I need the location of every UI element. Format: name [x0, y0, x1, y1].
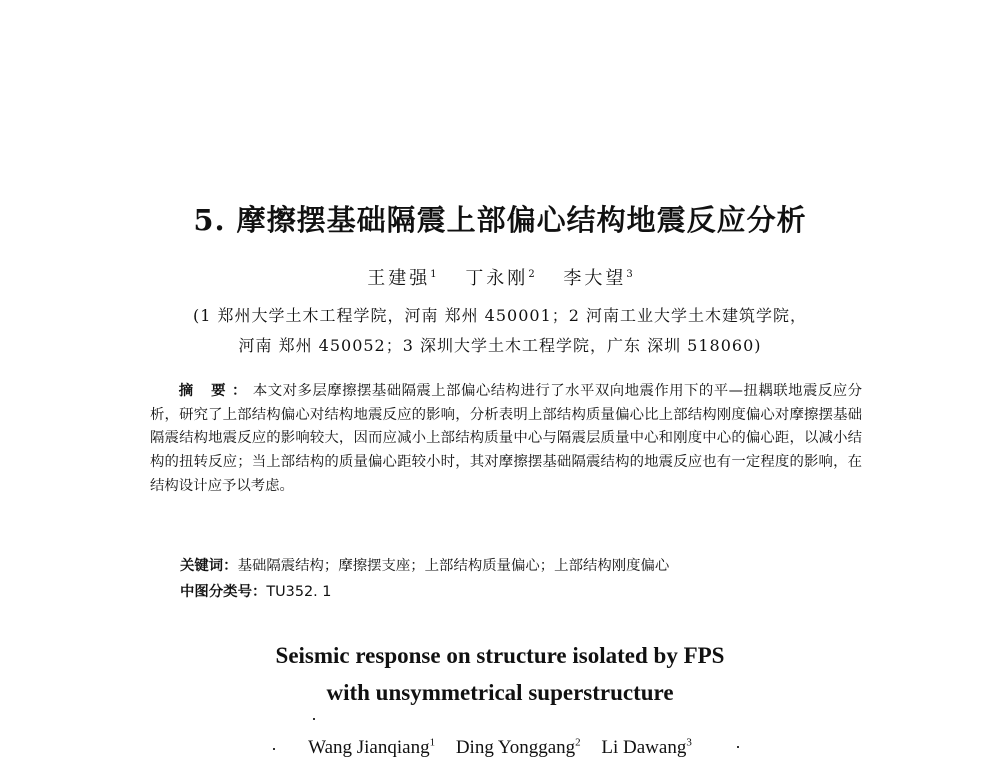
keywords-text: 基础隔震结构；摩擦摆支座；上部结构质量偏心；上部结构刚度偏心: [237, 558, 670, 574]
affiliation-line-2: 河南 郑州 450052；3 深圳大学土木工程学院，广东 深圳 518060): [238, 336, 762, 355]
english-title-line-2: with unsymmetrical superstructure: [326, 680, 674, 705]
abstract-label: 摘 要：: [178, 383, 253, 399]
keywords: [180, 554, 669, 575]
author-affiliation-mark: 3: [626, 269, 633, 280]
classification-label: 中图分类号：: [180, 584, 267, 600]
english-title-line-1: Seismic response on structure isolated by FPS: [275, 643, 725, 668]
author-1: [367, 268, 436, 289]
author-list: [0, 264, 1000, 290]
affiliation-line-1: (1 郑州大学土木工程学院，河南 郑州 450001；2 河南工业大学土木建筑学院，: [192, 306, 808, 325]
keywords-label: 关键词：: [180, 558, 238, 574]
abstract: [150, 380, 862, 499]
author-2: [465, 268, 534, 289]
english-author-1: [308, 737, 435, 758]
author-name: Li Dawang: [601, 737, 687, 759]
classification: [180, 580, 331, 601]
author-affiliation-mark: 3: [686, 737, 692, 749]
scan-speck: [313, 718, 315, 720]
english-author-list: [0, 737, 1000, 759]
english-author-3: [601, 737, 691, 758]
author-affiliation-mark: 2: [528, 269, 535, 280]
author-name: 丁永刚: [465, 268, 529, 289]
scan-speck: [273, 748, 275, 750]
author-affiliation-mark: 1: [429, 737, 436, 749]
author-name: 李大望: [563, 268, 627, 289]
author-3: [563, 268, 632, 289]
english-author-2: [456, 737, 581, 758]
paper-title: 5. 摩擦摆基础隔震上部偏心结构地震反应分析: [193, 203, 807, 237]
classification-code: TU352. 1: [266, 584, 332, 600]
abstract-text: 本文对多层摩擦摆基础隔震上部偏心结构进行了水平双向地震作用下的平—扭耦联地震反应分析，研究了上部结构偏心对结构地震反应的影响，分析表明上部结构质量偏心比上部结构刚度偏心对摩擦摆基础隔震结构地震反应的影响较大，因而应减小上部结构质量中心与隔震层质量中心和刚度中心的偏心距，以减小结构的扭转反应；当上部结构的质量偏心距较小时，其对摩擦摆基础隔震结构的地震反应也有一定程度的影响，在结构设计应予以考虑。: [150, 383, 862, 494]
scan-speck: [737, 746, 739, 748]
author-affiliation-mark: 2: [575, 737, 581, 749]
author-affiliation-mark: 1: [430, 269, 437, 280]
author-name: 王建强: [367, 268, 431, 289]
author-name: Wang Jianqiang: [308, 737, 430, 759]
author-name: Ding Yonggang: [455, 737, 576, 759]
